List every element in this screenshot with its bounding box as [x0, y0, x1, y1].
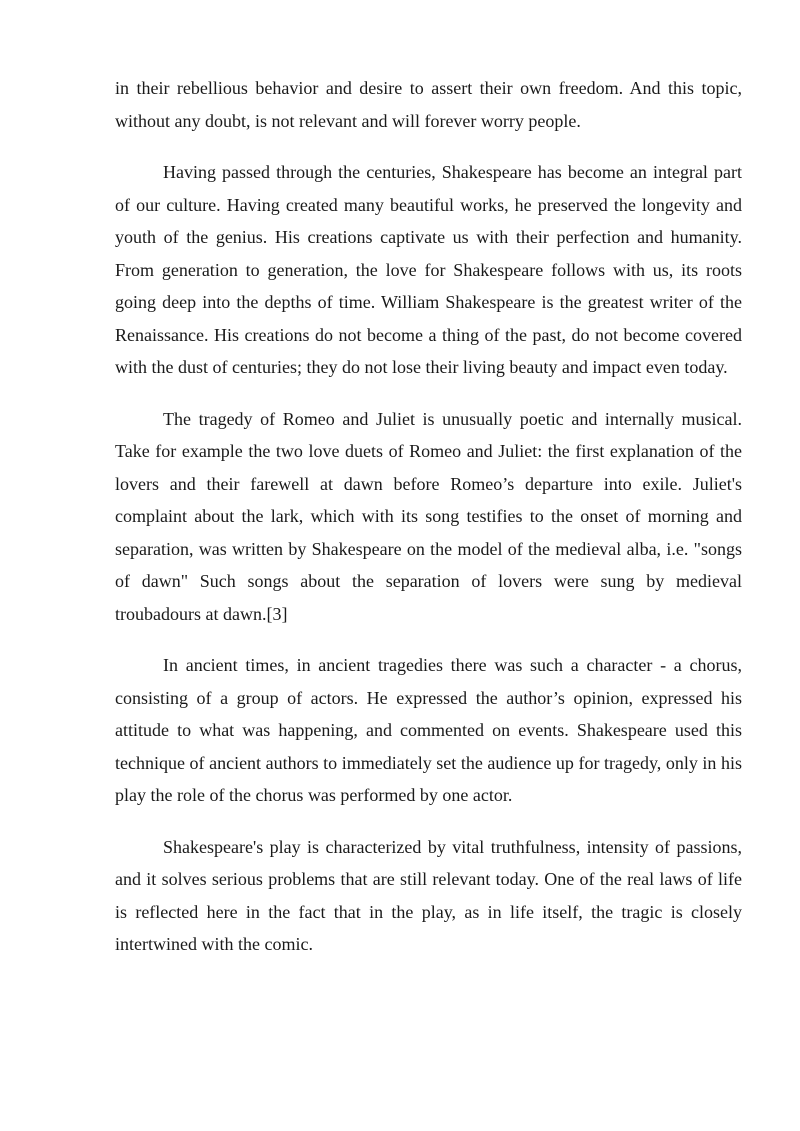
paragraph-truthfulness: Shakespeare's play is characterized by vital truthfulness, intensity of passions, and it solves serious problems that are still relevant today. One of the real laws of life is reflected here in the fact that in the play, as in life itself, the tragic is closely intertwined with the comic.	[115, 836, 742, 954]
paragraph-romeo-juliet-poetic: The tragedy of Romeo and Juliet is unusually poetic and internally musical. Take for example the two love duets of Romeo and Juliet: the first explanation of the lovers and their farewell at dawn before Romeo’s departure into exile. Juliet's complaint about the lark, which with its song testifies to the onset of morning and separation, was written by Shakespeare on the model of the medieval alba, i.e. "songs of dawn" Such songs about the separation of lovers were sung by medieval troubadours at dawn.[3]	[115, 408, 742, 624]
paragraph-shakespeare-legacy: Having passed through the centuries, Shakespeare has become an integral part of our culture. Having created many beautiful works, he preserved the longevity and youth of the genius. His creations captivate us with their perfection and humanity. From generation to generation, the love for Shakespeare follows with us, its roots going deep into the depths of time. William Shakespeare is the greatest writer of the Renaissance. His creations do not become a thing of the past, do not become covered with the dust of centuries; they do not lose their living beauty and impact even today.	[115, 162, 742, 377]
paragraph-chorus: In ancient times, in ancient tragedies there was such a character - a chorus, consisting of a group of actors. He expressed the author’s opinion, expressed his attitude to what was happening, and commented on events. Shakespeare used this technique of ancient authors to immediately set the audience up for tragedy, only in his play the role of the chorus was performed by one actor.	[115, 655, 742, 805]
body-text	[115, 72, 742, 980]
paragraph-continued: in their rebellious behavior and desire to assert their own freedom. And this topic, without any doubt, is not relevant and will forever worry people.	[115, 78, 742, 131]
